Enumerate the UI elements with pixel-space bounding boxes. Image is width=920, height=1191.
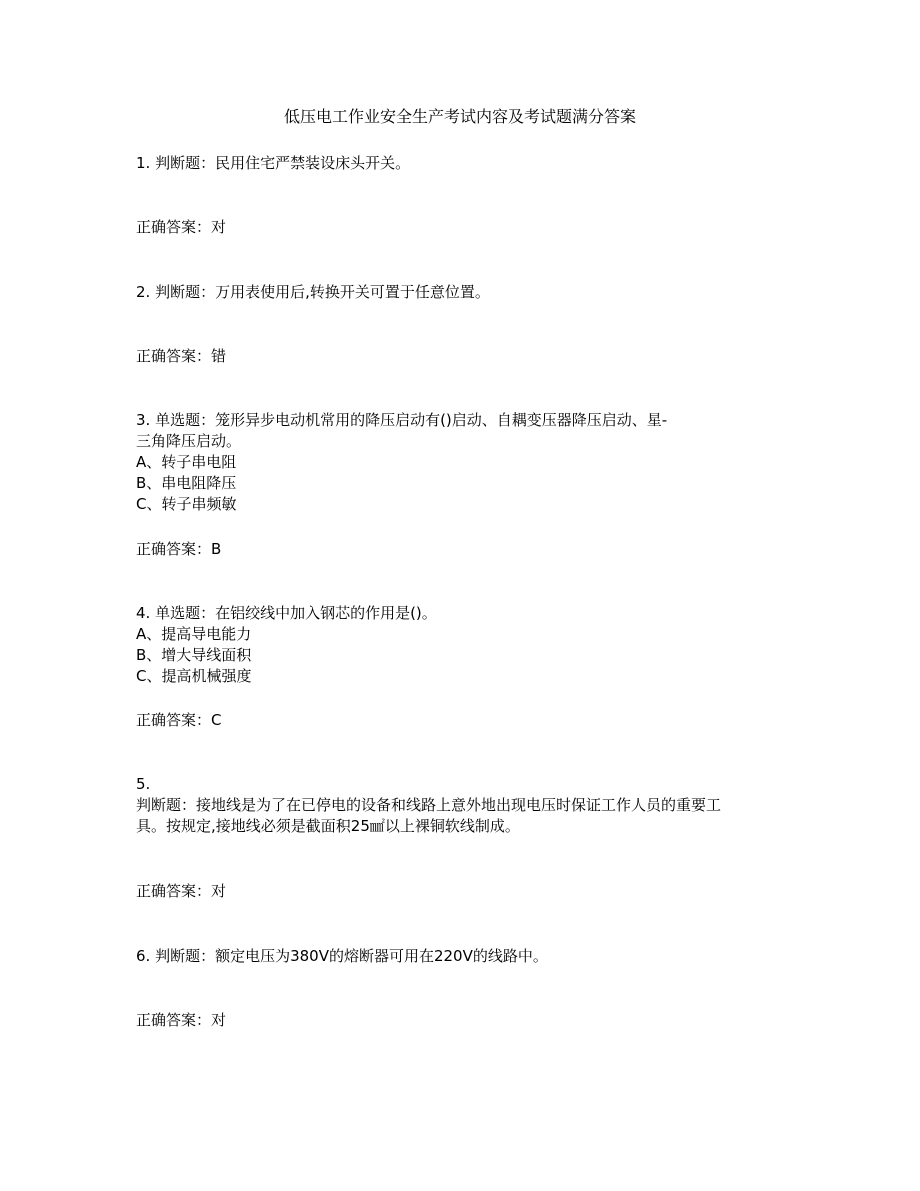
question-5-block <box>136 774 796 837</box>
document-title: 低压电工作业安全生产考试内容及考试题满分答案 <box>283 107 636 126</box>
question-4-option-c: C、提高机械强度 <box>136 667 252 685</box>
question-3-text-line-1: 3. 单选题：笼形异步电动机常用的降压启动有()启动、自耦变压器降压启动、星- <box>136 411 668 429</box>
question-5-text-line-1: 判断题：接地线是为了在已停电的设备和线路上意外地出现电压时保证工作人员的重要工 <box>136 796 722 814</box>
question-4-option-a: A、提高导电能力 <box>136 625 252 643</box>
question-2-text: 2. 判断题：万用表使用后,转换开关可置于任意位置。 <box>136 283 490 301</box>
question-3-block <box>136 410 796 515</box>
question-4-block <box>136 603 796 687</box>
question-2-answer: 正确答案：错 <box>136 347 227 365</box>
question-6-text: 6. 判断题：额定电压为380V的熔断器可用在220V的线路中。 <box>136 947 548 965</box>
question-3-text-line-2: 三角降压启动。 <box>136 432 242 450</box>
question-3-option-b: B、串电阻降压 <box>136 474 237 492</box>
question-6-answer: 正确答案：对 <box>136 1011 227 1029</box>
question-1-text: 1. 判断题：民用住宅严禁装设床头开关。 <box>136 154 411 172</box>
question-3-option-c: C、转子串频敏 <box>136 495 237 513</box>
question-4-option-b: B、增大导线面积 <box>136 646 252 664</box>
question-5-text-line-2: 具。按规定,接地线必须是截面积25㎟以上裸铜软线制成。 <box>136 817 520 835</box>
question-5-answer: 正确答案：对 <box>136 882 227 900</box>
question-5-number: 5. <box>136 775 151 793</box>
question-4-answer: 正确答案：C <box>136 711 222 729</box>
question-3-option-a: A、转子串电阻 <box>136 453 237 471</box>
question-3-answer: 正确答案：B <box>136 540 222 558</box>
question-1-answer: 正确答案：对 <box>136 218 227 236</box>
question-4-text: 4. 单选题：在铝绞线中加入钢芯的作用是()。 <box>136 604 437 622</box>
